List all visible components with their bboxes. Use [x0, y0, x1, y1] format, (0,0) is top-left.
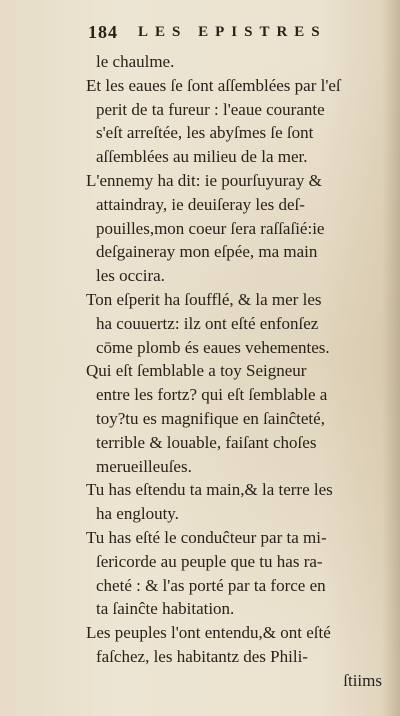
- page-header: [88, 22, 368, 46]
- text-line: cheté : & l'as porté par ta force en: [96, 575, 326, 595]
- text-line: s'eſt arreſtée, les abyſmes ſe ſont: [96, 123, 314, 143]
- page-number: 184: [88, 22, 118, 42]
- text-line: ta ſainĉte habitation.: [96, 599, 235, 619]
- text-line: entre les fortz? qui eſt ſemblable a: [96, 385, 328, 405]
- text-line: Ton eſperit ha ſoufflé, & la mer les: [86, 289, 322, 309]
- text-line: ha couuertz: ilz ont eſté enfonſez: [96, 313, 319, 333]
- text-line: le chaulme.: [96, 52, 175, 71]
- body-text: [86, 50, 386, 693]
- text-line: perit de ta fureur : l'eaue courante: [96, 99, 325, 119]
- text-line: Tu has eſtendu ta main,& la terre les: [86, 480, 333, 500]
- text-line: attaindray, ie deuiſeray les deſ-: [96, 194, 305, 214]
- text-line: Qui eſt ſemblable a toy Seigneur: [86, 361, 307, 381]
- text-line: Et les eaues ſe ſont aſſemblées par l'eſ: [86, 75, 341, 95]
- text-line: Les peuples l'ont entendu,& ont eſté: [86, 623, 331, 643]
- catchword: ſtiims: [343, 670, 382, 690]
- text-line: aſſemblées au milieu de la mer.: [96, 147, 308, 167]
- text-line: pouilles,mon coeur ſera raſſaſié:ie: [96, 218, 325, 238]
- text-line: les occira.: [96, 266, 165, 286]
- running-title: LES EPISTRES: [138, 24, 327, 40]
- text-line: merueilleuſes.: [96, 456, 192, 476]
- text-line: ha englouty.: [96, 504, 179, 524]
- text-line: deſgaineray mon eſpée, ma main: [96, 242, 318, 262]
- text-line: toy?tu es magnifique en ſainĉteté,: [96, 408, 325, 428]
- text-line: L'ennemy ha dit: ie pourſuyuray &: [86, 170, 322, 190]
- text-line: cōme plomb és eaues vehementes.: [96, 337, 330, 357]
- text-line: ſericorde au peuple que tu has ra-: [96, 551, 323, 571]
- text-line: Tu has eſté le conduĉteur par ta mi-: [86, 527, 327, 547]
- text-line: faſchez, les habitantz des Phili-: [96, 646, 308, 666]
- text-line: terrible & louable, faiſant choſes: [96, 432, 317, 452]
